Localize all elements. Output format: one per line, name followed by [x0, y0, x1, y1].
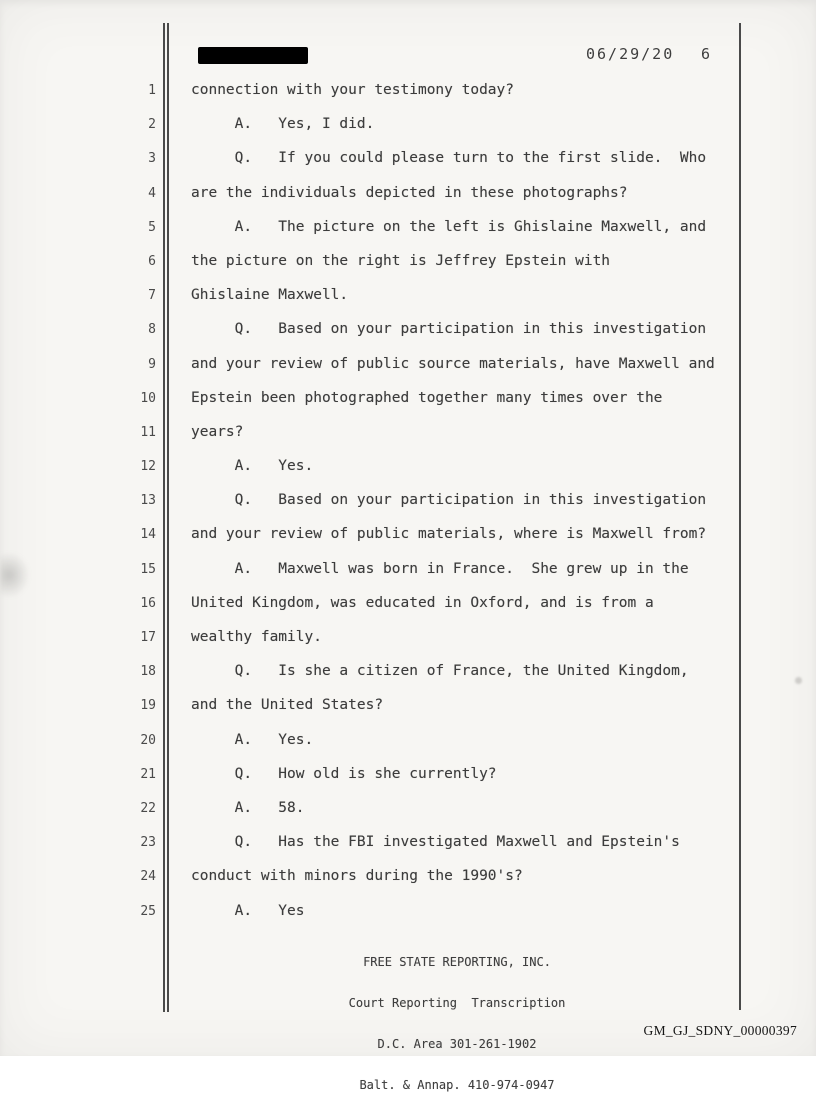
- transcript-row: [126, 176, 740, 210]
- line-number: 24: [140, 869, 156, 885]
- transcript-line: A. Yes: [191, 902, 305, 919]
- transcript-line: A. The picture on the left is Ghislaine Maxwell, and: [191, 218, 707, 235]
- header-page-number: 6: [701, 45, 711, 63]
- transcript-line: Q. If you could please turn to the first slide. Who: [191, 150, 707, 167]
- transcript-row: [126, 141, 740, 175]
- line-number: 16: [140, 595, 156, 611]
- transcript-row: [126, 244, 740, 278]
- transcript-line: A. 58.: [191, 799, 305, 816]
- transcript-row: [126, 278, 740, 312]
- transcript-line: connection with your testimony today?: [191, 82, 515, 98]
- bates-number: GM_GJ_SDNY_00000397: [643, 1023, 797, 1038]
- transcript-line: years?: [191, 423, 244, 440]
- line-number: 10: [140, 390, 156, 406]
- transcript-line: A. Maxwell was born in France. She grew up in the: [191, 560, 689, 577]
- transcript-row: [126, 312, 740, 346]
- line-number: 6: [148, 253, 156, 269]
- line-number: 15: [140, 561, 156, 577]
- transcript-line: Q. Is she a citizen of France, the United Kingdom,: [191, 663, 689, 680]
- transcript-row: [126, 415, 740, 449]
- transcript-line: are the individuals depicted in these photographs?: [191, 184, 628, 201]
- transcript-row: [126, 107, 740, 141]
- transcript-row: [126, 825, 740, 859]
- footer-company-name: FREE STATE REPORTING, INC.: [363, 955, 551, 970]
- transcript-row: [126, 894, 740, 928]
- transcript-row: [126, 483, 740, 517]
- transcript-row: [126, 73, 740, 107]
- line-number: 2: [148, 117, 156, 133]
- transcript-row: [126, 688, 740, 722]
- transcript-line: Epstein been photographed together many times over the: [191, 389, 663, 406]
- transcript-line: wealthy family.: [191, 629, 322, 645]
- transcript-line: and the United States?: [191, 697, 384, 714]
- transcript-line: Q. Based on your participation in this investigation: [191, 321, 707, 338]
- transcript-line: conduct with minors during the 1990's?: [191, 868, 523, 885]
- footer-service-line: Court Reporting Transcription: [348, 995, 566, 1010]
- transcript-row: [126, 859, 740, 893]
- transcript-line: Ghislaine Maxwell.: [191, 287, 349, 304]
- line-number: 1: [148, 83, 156, 98]
- line-number: 3: [148, 151, 156, 167]
- line-number: 17: [140, 630, 156, 645]
- transcript-row: [126, 723, 740, 757]
- transcript-row: [126, 552, 740, 586]
- line-number: 22: [140, 800, 156, 816]
- scan-artifact-smudge: [0, 552, 30, 598]
- transcript-row: [126, 347, 740, 381]
- line-number: 12: [140, 459, 156, 475]
- transcript-line: and your review of public materials, where is Maxwell from?: [191, 526, 707, 543]
- line-number: 18: [140, 664, 156, 680]
- line-number: 13: [140, 493, 156, 509]
- line-number: 11: [140, 424, 156, 440]
- transcript-line: A. Yes.: [191, 458, 314, 475]
- transcript-row: [126, 381, 740, 415]
- line-number: 4: [148, 185, 156, 201]
- transcript-line: A. Yes, I did.: [191, 116, 375, 133]
- line-number: 19: [140, 698, 156, 714]
- header-date: 06/29/20: [586, 45, 675, 63]
- transcript-row: [126, 757, 740, 791]
- line-number: 8: [148, 322, 156, 338]
- transcript-row: [126, 449, 740, 483]
- transcript-line: Q. Has the FBI investigated Maxwell and Epstein's: [191, 834, 680, 851]
- transcript-line: the picture on the right is Jeffrey Epstein with: [191, 252, 611, 269]
- line-number: 23: [140, 835, 156, 851]
- line-number: 5: [148, 219, 156, 235]
- transcript-line: A. Yes.: [191, 731, 314, 748]
- transcript-line: United Kingdom, was educated in Oxford, and is from a: [191, 594, 654, 611]
- redaction-bar: [198, 47, 308, 64]
- transcript-row: [126, 620, 740, 654]
- transcript-row: [126, 654, 740, 688]
- transcript-row: [126, 586, 740, 620]
- scan-artifact-dot: [795, 677, 802, 684]
- transcript-line: and your review of public source materials, have Maxwell and: [191, 355, 715, 372]
- transcript-row: [126, 517, 740, 551]
- line-number: 20: [140, 732, 156, 748]
- line-number: 9: [148, 356, 156, 372]
- transcript-row: [126, 210, 740, 244]
- line-number: 14: [140, 527, 156, 543]
- line-number: 21: [140, 766, 156, 782]
- transcript-line: Q. Based on your participation in this investigation: [191, 492, 707, 509]
- footer-dc-phone: D.C. Area 301-261-1902: [377, 1036, 537, 1051]
- transcript-line: Q. How old is she currently?: [191, 765, 497, 782]
- line-number: 7: [148, 288, 156, 304]
- footer-balt-phone: Balt. & Annap. 410-974-0947: [359, 1077, 555, 1092]
- transcript-body: [126, 73, 740, 928]
- line-number: 25: [140, 903, 156, 919]
- transcript-row: [126, 791, 740, 825]
